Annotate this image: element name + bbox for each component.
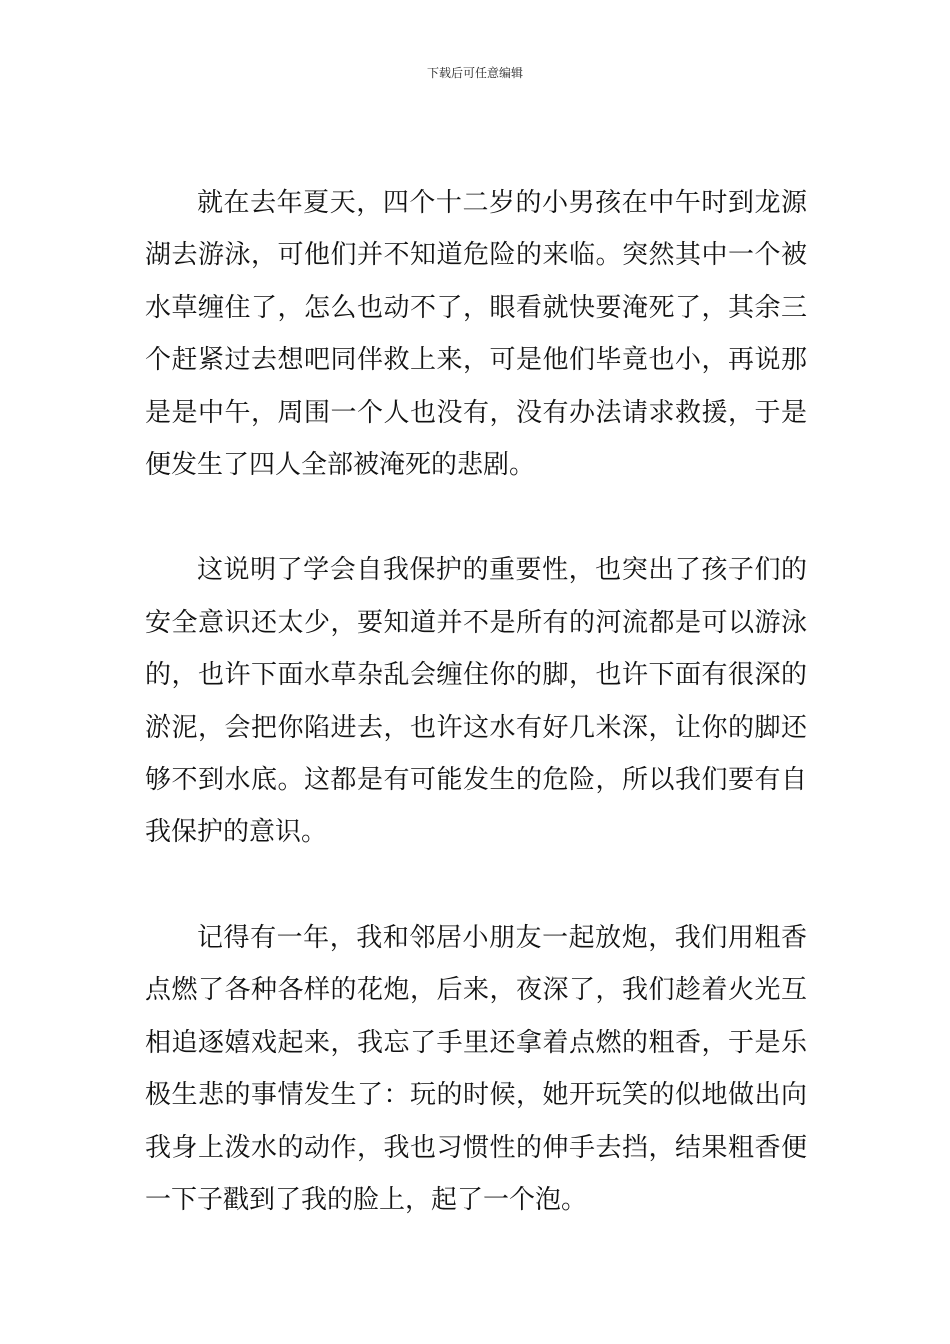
paragraph-1: 就在去年夏天，四个十二岁的小男孩在中午时到龙源湖去游泳，可他们并不知道危险的来临。突然其中一个被水草缠住了，怎么也动不了，眼看就快要淹死了，其余三个赶紧过去想吧同伴救上来，可是他们毕竟也小，再说那是是中午，周围一个人也没有，没有办法请求救援，于是便发生了四人全部被淹死的悲剧。: [145, 188, 807, 481]
document-body: [145, 177, 807, 1226]
header-note: 下载后可任意编辑: [426, 66, 523, 80]
paragraph-2: 这说明了学会自我保护的重要性，也突出了孩子们的安全意识还太少，要知道并不是所有的河流都是可以游泳的，也许下面水草杂乱会缠住你的脚，也许下面有很深的淤泥，会把你陷进去，也许这水有好几米深，让你的脚还够不到水底。这都是有可能发生的危险，所以我们要有自我保护的意识。: [145, 555, 807, 848]
paragraph-3: 记得有一年，我和邻居小朋友一起放炮，我们用粗香点燃了各种各样的花炮，后来，夜深了，我们趁着火光互相追逐嬉戏起来，我忘了手里还拿着点燃的粗香，于是乐极生悲的事情发生了：玩的时候，她开玩笑的似地做出向我身上泼水的动作，我也习惯性的伸手去挡，结果粗香便一下子戳到了我的脸上，起了一个泡。: [145, 922, 807, 1215]
